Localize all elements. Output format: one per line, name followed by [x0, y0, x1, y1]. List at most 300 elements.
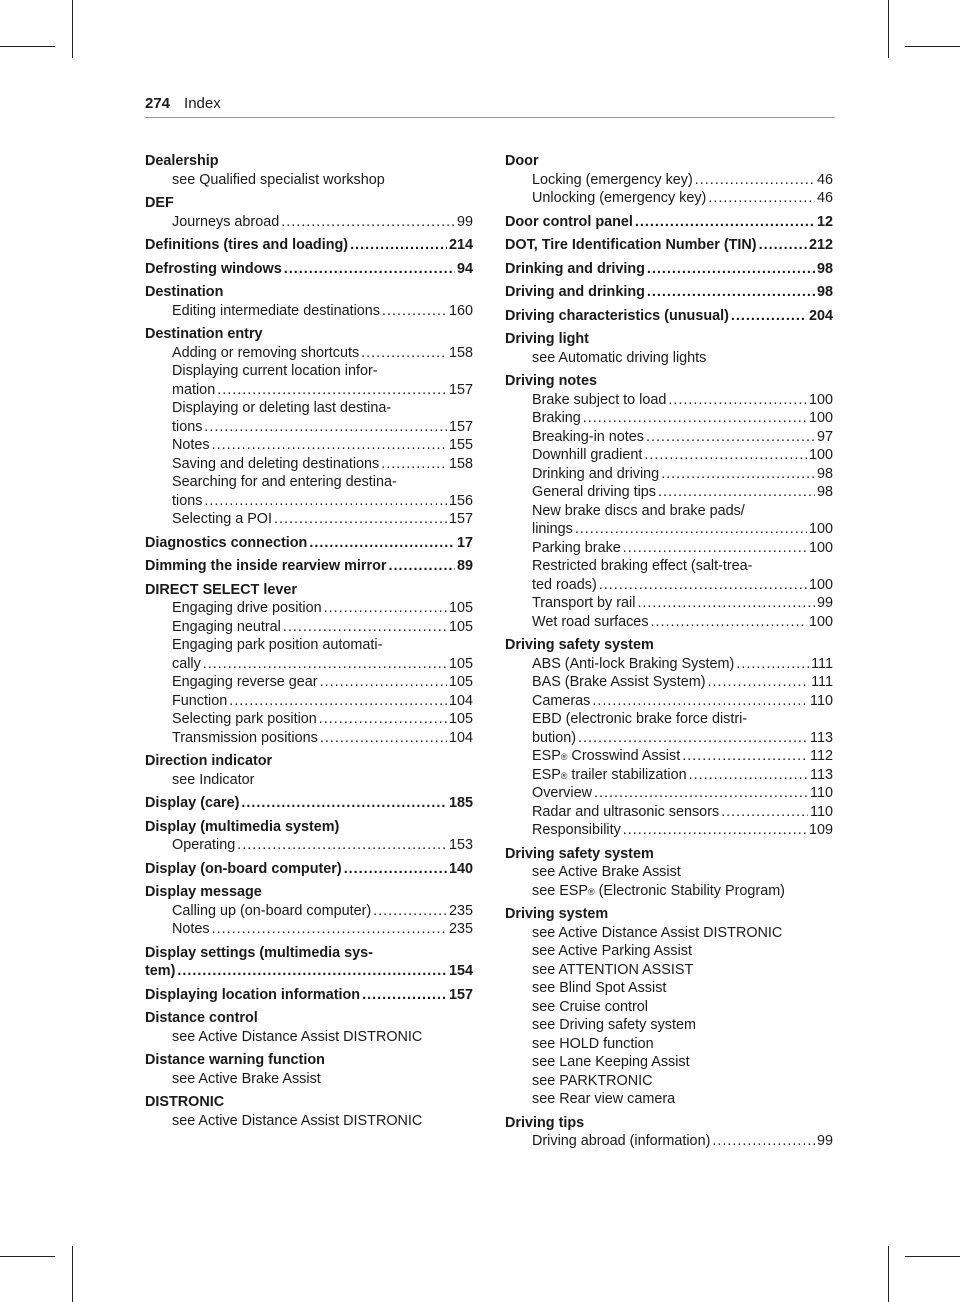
leader-dots [203, 655, 447, 674]
index-entry [505, 636, 833, 840]
index-subentry [505, 465, 833, 484]
index-subentry-text: Driving abroad (information) [532, 1133, 711, 1149]
leader-dots [668, 391, 807, 410]
index-subentry: Engaging park position automati- [172, 637, 383, 653]
page-ref: 140 [448, 860, 473, 877]
leader-dots [644, 446, 807, 465]
index-subentry-text: ESP [532, 748, 561, 764]
leader-dots [708, 189, 815, 208]
leader-dots [229, 692, 447, 711]
page-ref: 112 [810, 748, 833, 764]
index-heading [505, 236, 833, 255]
index-subentry [505, 942, 833, 961]
page-ref: 153 [448, 837, 473, 853]
index-subentry-text: tions [172, 492, 203, 509]
index-entry [145, 194, 473, 231]
index-subentry [505, 349, 833, 368]
leader-dots [578, 729, 808, 748]
leader-dots [647, 283, 815, 302]
page-ref: 105 [448, 655, 473, 672]
index-heading [145, 534, 473, 553]
index-entry [145, 260, 473, 279]
index-entry [145, 752, 473, 789]
crop-mark [0, 46, 55, 47]
page-ref: 157 [448, 986, 473, 1003]
page-ref: 100 [808, 576, 833, 593]
index-entry [145, 1093, 473, 1130]
section-title: Index [184, 95, 221, 112]
index-subentry: ESP ® Crosswind Assist ..... 112 [505, 747, 833, 766]
page-ref: 12 [816, 213, 833, 230]
index-subentry-text: Editing intermediate destinations [172, 302, 380, 319]
leader-dots [682, 747, 808, 766]
index-heading: Distance warning function [145, 1052, 325, 1068]
index-heading: Display (multimedia system) [145, 818, 340, 835]
index-subentry-text: see ATTENTION ASSIST [532, 961, 694, 978]
index-subentry [145, 436, 473, 455]
index-subentry [145, 171, 473, 190]
leader-dots [381, 455, 447, 474]
index-heading: Driving safety system [505, 845, 654, 862]
leader-dots [389, 557, 455, 576]
page-ref: 111 [811, 674, 833, 690]
leader-dots [309, 534, 455, 553]
index-subentry-text: see Active Distance Assist DISTRONIC [172, 1112, 423, 1129]
index-subentry-text: see ESP [532, 882, 588, 899]
index-heading-text: Displaying location information [145, 986, 361, 1003]
index-subentry-text: Journeys abroad [172, 213, 280, 230]
index-subentry-text: Notes [172, 921, 210, 937]
index-subentry [505, 673, 833, 692]
index-entry [505, 905, 833, 1109]
index-heading-text: Defrosting windows [145, 260, 282, 277]
index-subentry-text: Function [172, 692, 228, 709]
index-subentry: EBD (electronic brake force distri- [532, 711, 748, 727]
index-heading [145, 557, 473, 576]
index-subentry [505, 784, 833, 803]
index-heading-text: Diagnostics connection [145, 534, 308, 551]
page-ref: 100 [808, 410, 833, 426]
leader-dots [361, 344, 447, 363]
index-subentry [145, 729, 473, 748]
leader-dots [320, 729, 447, 748]
index-subentry [145, 920, 473, 939]
index-subentry [145, 836, 473, 855]
leader-dots [646, 428, 815, 447]
index-heading: Driving tips [505, 1114, 585, 1131]
index-subentry [505, 1035, 833, 1054]
index-subentry-text: see Lane Keeping Assist [532, 1054, 690, 1070]
index-entry [145, 236, 473, 255]
index-subentry-text: see Automatic driving lights [532, 349, 707, 366]
index-heading [145, 986, 473, 1005]
leader-dots [592, 692, 808, 711]
leader-dots [281, 213, 455, 232]
index-subentry-text-cont: (Electronic Stability Program) [594, 882, 785, 899]
index-subentry-text: Transport by rail [532, 595, 636, 611]
index-subentry [505, 1053, 833, 1072]
page-ref: 110 [810, 803, 833, 820]
index-entry [505, 845, 833, 901]
page-ref: 98 [816, 284, 833, 300]
index-entry [145, 557, 473, 576]
index-entry [505, 372, 833, 631]
index-heading [505, 260, 833, 279]
index-heading-text: Definitions (tires and loading) [145, 237, 349, 253]
index-heading: Driving light [505, 331, 589, 347]
index-subentry-text: Overview [532, 785, 592, 801]
index-subentry-text: General driving tips [532, 484, 656, 500]
crop-mark [0, 1256, 55, 1257]
index-heading: Display settings (multimedia sys- [145, 944, 373, 961]
leader-dots [344, 860, 447, 879]
leader-dots [689, 766, 808, 785]
index-subentry [145, 492, 473, 511]
index-heading [505, 283, 833, 302]
index-heading-text: tem) [145, 963, 176, 979]
page-ref: 157 [448, 511, 473, 527]
index-heading: Dealership [145, 153, 219, 169]
index-subentry-text: see Active Brake Assist [172, 1070, 321, 1087]
index-subentry-text: Engaging drive position [172, 600, 322, 616]
index-subentry-text: BAS (Brake Assist System) [532, 674, 706, 690]
page-ref: 235 [448, 921, 473, 937]
index-subentry-text: Calling up (on-board computer) [172, 902, 372, 919]
index-subentry [145, 302, 473, 321]
index-heading: Distance control [145, 1010, 258, 1026]
crop-mark [888, 1246, 889, 1302]
index-subentry-text: ABS (Anti-lock Braking System) [532, 655, 735, 672]
page-ref: 105 [448, 674, 473, 690]
index-entry [145, 883, 473, 939]
index-subentry [145, 618, 473, 637]
index-heading-text: Display (care) [145, 795, 240, 811]
leader-dots [647, 260, 815, 279]
index-subentry-text: see PARKTRONIC [532, 1072, 653, 1089]
page-ref: 98 [816, 465, 833, 482]
index-subentry-text: cally [172, 655, 201, 672]
index-subentry [505, 483, 833, 502]
leader-dots [637, 594, 815, 613]
index-subentry-text: Brake subject to load [532, 391, 667, 408]
index-subentry-text: see Indicator [172, 771, 255, 788]
leader-dots [212, 920, 447, 939]
page-ref: 158 [448, 344, 473, 361]
page-ref: 154 [448, 963, 473, 979]
index-subentry [145, 710, 473, 729]
index-heading: Driving system [505, 906, 609, 922]
index-subentry [145, 655, 473, 674]
index-subentry-text: see Active Distance Assist DISTRONIC [172, 1028, 423, 1045]
index-entry [145, 152, 473, 189]
index-entry [505, 307, 833, 326]
index-subentry [505, 863, 833, 882]
leader-dots [731, 307, 807, 326]
index-subentry-text: Wet road surfaces [532, 613, 649, 630]
index-entry [505, 152, 833, 208]
page-ref: 99 [816, 595, 833, 611]
index-heading: Door [505, 153, 539, 169]
index-subentry: ESP ® trailer stabilization ..... 113 [505, 766, 833, 785]
index-subentry-text: see Active Parking Assist [532, 943, 692, 959]
index-subentry-text: Radar and ultrasonic sensors [532, 803, 720, 820]
leader-dots [237, 836, 447, 855]
index-subentry [505, 428, 833, 447]
index-heading: DIRECT SELECT lever [145, 581, 297, 598]
index-entry [505, 260, 833, 279]
index-subentry [145, 692, 473, 711]
index-heading: Destination entry [145, 326, 263, 342]
index-subentry [505, 1072, 833, 1091]
index-subentry-text: Unlocking (emergency key) [532, 190, 707, 206]
index-subentry-text: Parking brake [532, 539, 621, 556]
page-ref: 214 [448, 237, 473, 253]
page-number: 274 [145, 95, 171, 112]
index-heading [145, 962, 473, 981]
index-subentry [505, 692, 833, 711]
leader-dots [177, 962, 447, 981]
index-heading: Destination [145, 284, 224, 300]
index-entry [505, 283, 833, 302]
crop-mark [72, 1246, 73, 1302]
index-subentry-text: Locking (emergency key) [532, 171, 693, 188]
crop-mark [905, 46, 960, 47]
page-ref: 155 [448, 437, 473, 453]
index-entry [145, 325, 473, 529]
index-heading-text: DOT, Tire Identification Number (TIN) [505, 237, 757, 253]
index-subentry-text: tions [172, 418, 203, 435]
index-subentry-text: see Active Distance Assist DISTRONIC [532, 924, 783, 941]
page-ref: 104 [448, 729, 473, 746]
page-ref: 157 [448, 418, 473, 435]
page-ref: 157 [448, 381, 473, 398]
index-subentry: Displaying or deleting last destina- [172, 400, 392, 416]
page-ref: 113 [810, 766, 833, 783]
page-ref: 46 [816, 171, 833, 188]
leader-dots [599, 576, 807, 595]
index-subentry-text: see Qualified specialist workshop [172, 171, 385, 188]
page-ref: 100 [808, 447, 833, 463]
index-subentry-text: Braking [532, 410, 581, 426]
page-ref: 110 [810, 785, 833, 801]
index-subentry-text: see HOLD function [532, 1035, 654, 1052]
index-subentry-text: Operating [172, 837, 236, 853]
leader-dots [362, 986, 447, 1005]
leader-dots [212, 436, 447, 455]
index-entry [505, 213, 833, 232]
index-subentry-text: Responsibility [532, 822, 621, 838]
page-ref: 235 [448, 902, 473, 919]
index-subentry [505, 1090, 833, 1109]
index-subentry [505, 594, 833, 613]
index-heading: Driving notes [505, 373, 597, 389]
page-ref: 99 [456, 213, 473, 230]
index-subentry [505, 655, 833, 674]
page-ref: 105 [448, 618, 473, 635]
index-subentry-text: Cameras [532, 692, 591, 709]
leader-dots [635, 213, 815, 232]
index-subentry [505, 171, 833, 190]
page-ref: 100 [808, 521, 833, 537]
index-subentry [505, 803, 833, 822]
page-ref: 109 [808, 822, 833, 838]
page-ref: 100 [808, 613, 833, 630]
page-ref: 105 [448, 711, 473, 727]
index-subentry-text: see Driving safety system [532, 1017, 696, 1033]
index-subentry-text: see Blind Spot Assist [532, 980, 667, 996]
leader-dots [712, 1132, 815, 1151]
page-ref: 17 [456, 534, 473, 551]
index-entry [145, 534, 473, 553]
index-subentry: Displaying current location infor- [172, 363, 378, 379]
index-subentry-text: linings [532, 521, 573, 537]
index-subentry [145, 418, 473, 437]
index-subentry: New brake discs and brake pads/ [532, 502, 745, 519]
index-subentry [505, 539, 833, 558]
leader-dots [759, 236, 807, 255]
index-heading: DISTRONIC [145, 1094, 225, 1110]
index-subentry: Searching for and entering destina- [172, 474, 397, 490]
index-subentry-text: ESP [532, 766, 561, 783]
leader-dots [382, 302, 447, 321]
index-subentry [505, 1016, 833, 1035]
index-subentry-text-cont: Crosswind Assist [567, 748, 681, 764]
index-subentry-text: Engaging neutral [172, 618, 281, 635]
index-subentry [145, 771, 473, 790]
index-subentry [505, 613, 833, 632]
index-heading: Driving safety system [505, 637, 654, 653]
page-ref: 105 [448, 600, 473, 616]
page-ref: 97 [816, 428, 833, 445]
page-ref: 158 [448, 455, 473, 472]
index-subentry [505, 409, 833, 428]
index-heading [505, 213, 833, 232]
index-heading: Display message [145, 884, 262, 900]
leader-dots [708, 673, 810, 692]
page-ref: 99 [816, 1133, 833, 1149]
leader-dots [575, 520, 807, 539]
page-ref: 98 [816, 484, 833, 500]
index-subentry [145, 510, 473, 529]
index-subentry [505, 924, 833, 943]
index-subentry [505, 961, 833, 980]
index-heading [505, 307, 833, 326]
index-subentry [505, 979, 833, 998]
index-subentry [145, 381, 473, 400]
page-ref: 212 [808, 237, 833, 253]
index-heading-text: Door control panel [505, 213, 633, 230]
index-subentry [145, 1070, 473, 1089]
leader-dots [283, 618, 447, 637]
index-heading-text: Driving and drinking [505, 284, 645, 300]
index-subentry [145, 1028, 473, 1047]
index-subentry [505, 520, 833, 539]
page-ref: 89 [456, 558, 473, 574]
page-ref: 98 [816, 260, 833, 277]
leader-dots [204, 418, 447, 437]
index-column-left [145, 152, 473, 1135]
index-entry [145, 794, 473, 813]
index-subentry-text: ted roads) [532, 576, 597, 593]
index-subentry [505, 189, 833, 208]
crop-mark [888, 0, 889, 58]
leader-dots [350, 236, 447, 255]
index-subentry-text: Downhill gradient [532, 447, 643, 463]
crop-mark [72, 0, 73, 58]
index-subentry [145, 1112, 473, 1131]
index-subentry [145, 902, 473, 921]
page-ref: 111 [811, 655, 833, 672]
index-subentry-text-cont: trailer stabilization [567, 766, 687, 783]
index-entry [505, 1114, 833, 1151]
leader-dots [320, 673, 447, 692]
page-ref: 100 [808, 391, 833, 408]
page-ref: 185 [448, 795, 473, 811]
index-heading-text: Driving characteristics (unusual) [505, 307, 729, 324]
index-heading [145, 236, 473, 255]
index-heading-text: Display (on-board computer) [145, 860, 342, 877]
header-divider [145, 117, 835, 118]
index-subentry-text: Adding or removing shortcuts [172, 344, 360, 361]
page-ref: 94 [456, 260, 473, 277]
index-subentry-text: bution) [532, 729, 577, 746]
page-ref: 156 [448, 492, 473, 509]
index-subentry-text: Selecting a POI [172, 511, 272, 527]
index-subentry: Restricted braking effect (salt-trea- [532, 558, 753, 574]
index-subentry [145, 599, 473, 618]
leader-dots [324, 599, 447, 618]
leader-dots [284, 260, 455, 279]
index-subentry: see ESP ® (Electronic Stability Program) [532, 882, 785, 899]
page-ref: 204 [808, 307, 833, 324]
page-ref: 104 [448, 692, 473, 709]
leader-dots [721, 803, 808, 822]
index-subentry-text: Selecting park position [172, 711, 317, 727]
leader-dots [373, 902, 447, 921]
index-entry [145, 944, 473, 981]
index-subentry-text: Saving and deleting destinations [172, 455, 380, 472]
index-entry [145, 581, 473, 748]
leader-dots [736, 655, 809, 674]
index-subentry-text: see Rear view camera [532, 1091, 676, 1107]
index-subentry-text: Transmission positions [172, 729, 318, 746]
index-entry [145, 283, 473, 320]
index-subentry-text: mation [172, 381, 216, 398]
page-ref: 100 [808, 539, 833, 556]
index-subentry [145, 213, 473, 232]
leader-dots [274, 510, 447, 529]
page-header [145, 94, 835, 114]
leader-dots [695, 171, 815, 190]
index-heading [145, 860, 473, 879]
index-entry [145, 860, 473, 879]
page-ref: 160 [448, 302, 473, 319]
page-ref: 46 [816, 190, 833, 206]
crop-mark [905, 1256, 960, 1257]
index-heading [145, 260, 473, 279]
index-subentry [505, 576, 833, 595]
index-entry [145, 818, 473, 855]
leader-dots [583, 409, 807, 428]
leader-dots [217, 381, 447, 400]
index-heading: DEF [145, 195, 174, 211]
index-subentry-text: see Cruise control [532, 998, 648, 1015]
index-entry [145, 986, 473, 1005]
index-heading: Direction indicator [145, 753, 273, 769]
index-column-right [505, 152, 833, 1156]
index-subentry [505, 391, 833, 410]
leader-dots [623, 539, 807, 558]
